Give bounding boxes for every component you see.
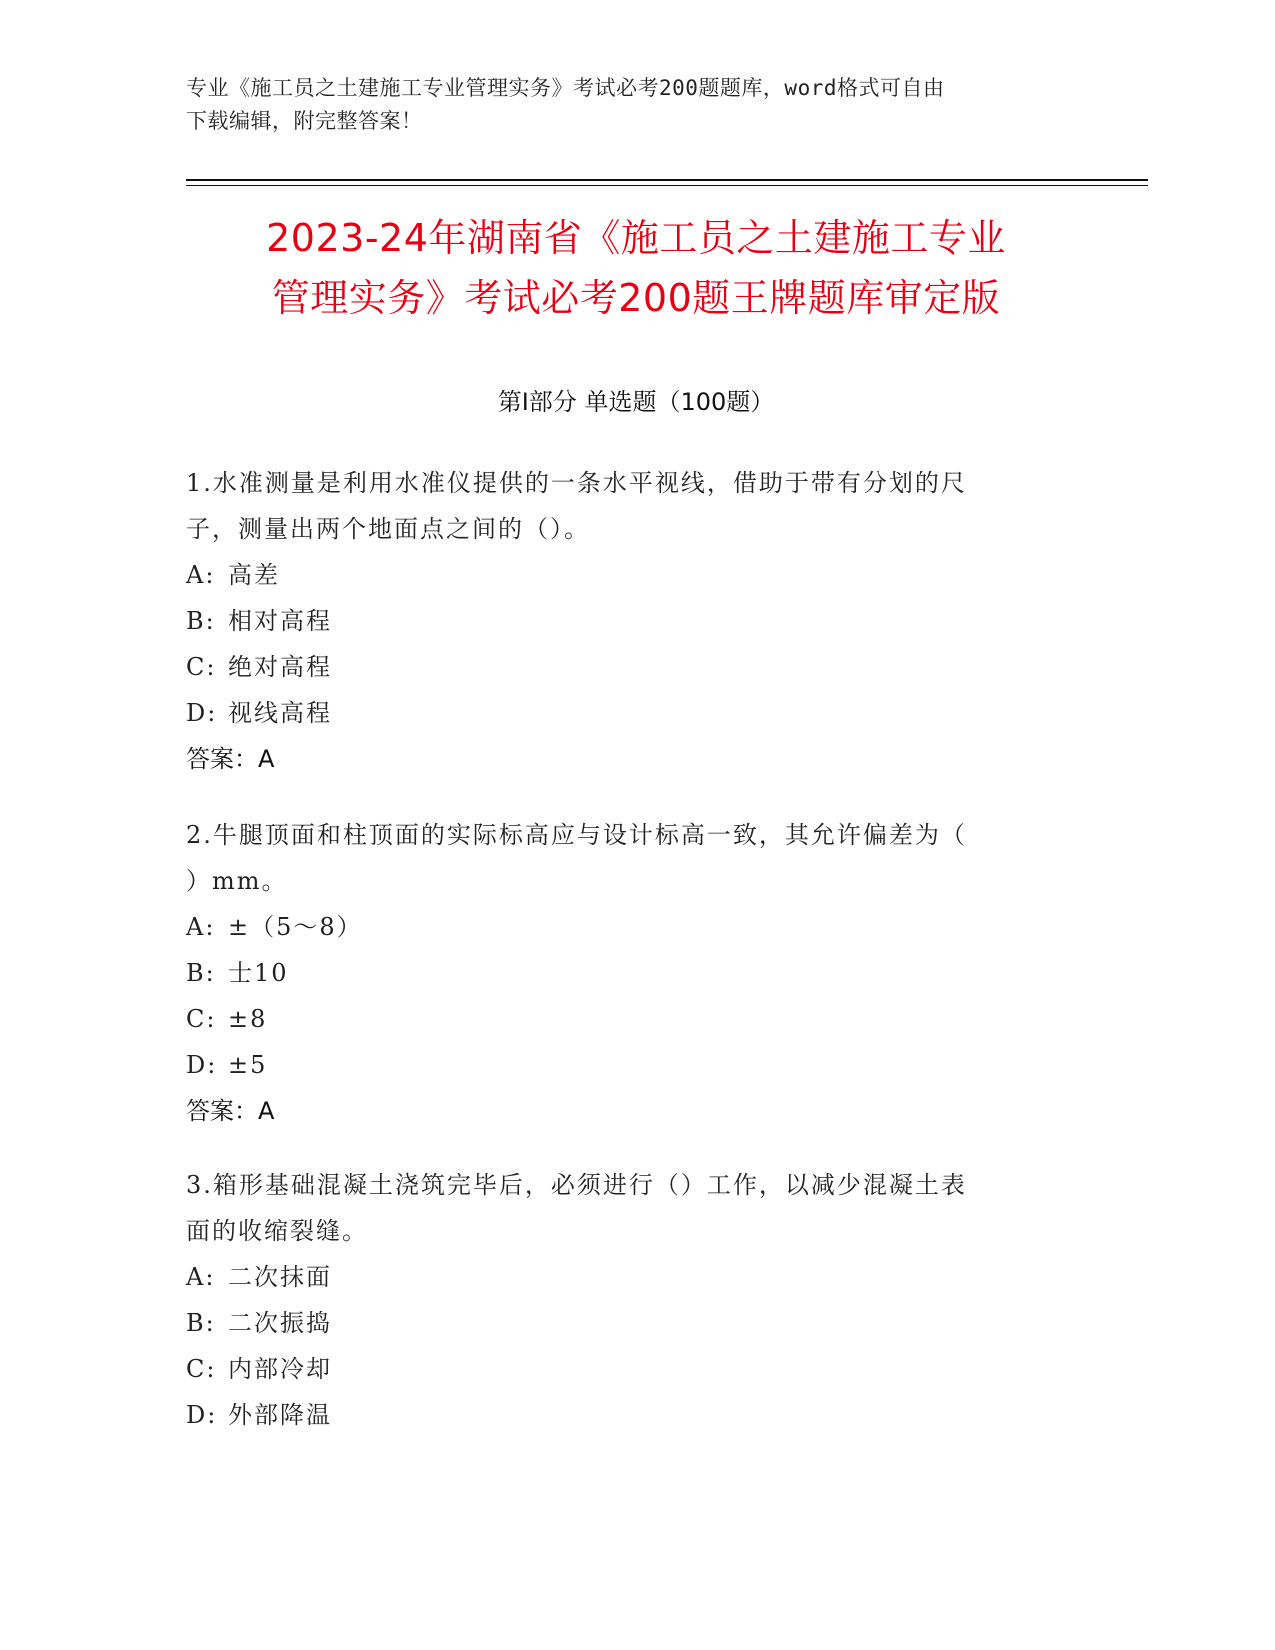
option-text: 外部降温: [228, 1401, 332, 1429]
option-b: [186, 598, 1066, 644]
option-c: [186, 644, 1066, 690]
option-text: ±8: [228, 1005, 268, 1033]
option-key: B:: [186, 607, 216, 635]
question-stem-line-2: 面的收缩裂缝。: [186, 1217, 368, 1245]
option-a: [186, 552, 1066, 598]
option-key: A:: [186, 1263, 216, 1291]
header-note-line-1: 专业《施工员之土建施工专业管理实务》考试必考200题题库，word格式可自由: [186, 76, 945, 100]
option-text: 高差: [228, 561, 280, 589]
option-a: [186, 1254, 1066, 1300]
option-text: 绝对高程: [228, 653, 332, 681]
option-a: [186, 904, 1066, 950]
option-text: 二次振捣: [228, 1309, 332, 1337]
document-title-line-1: 2023-24年湖南省《施工员之土建施工专业: [266, 216, 1006, 260]
option-d: [186, 1042, 1066, 1088]
answer-line: 答案：A: [186, 745, 275, 773]
option-key: A:: [186, 913, 216, 941]
option-key: B:: [186, 959, 216, 987]
option-c: [186, 1346, 1066, 1392]
question-stem-line-1: 3.箱形基础混凝土浇筑完毕后，必须进行（）工作，以减少混凝土表: [186, 1171, 967, 1199]
question-stem-line-2: 子，测量出两个地面点之间的（）。: [186, 515, 590, 543]
option-text: ±5: [228, 1051, 268, 1079]
section-heading: 第Ⅰ部分 单选题（100题）: [497, 388, 775, 416]
header-note-line-2: 下载编辑，附完整答案！: [186, 109, 423, 133]
option-key: C:: [186, 1355, 217, 1383]
question-2: [186, 812, 1066, 1134]
option-key: B:: [186, 1309, 216, 1337]
document-title-line-2: 管理实务》考试必考200题王牌题库审定版: [271, 276, 1001, 320]
option-text: 士10: [228, 959, 289, 987]
answer-line: 答案：A: [186, 1097, 275, 1125]
option-key: C:: [186, 1005, 217, 1033]
question-1: [186, 460, 1066, 782]
header-rule-thick: [186, 179, 1148, 181]
option-text: 视线高程: [228, 699, 332, 727]
header-note: [186, 72, 1086, 138]
option-key: A:: [186, 561, 216, 589]
header-rule-thin: [186, 185, 1148, 186]
option-key: D:: [186, 1401, 218, 1429]
question-stem-line-1: 1.水准测量是利用水准仪提供的一条水平视线，借助于带有分划的尺: [186, 469, 967, 497]
question-3: [186, 1162, 1066, 1438]
question-stem-line-1: 2.牛腿顶面和柱顶面的实际标高应与设计标高一致，其允许偏差为（: [186, 821, 967, 849]
option-b: [186, 950, 1066, 996]
question-stem-line-2: ）mm。: [186, 867, 288, 895]
document-title: [186, 208, 1086, 328]
option-c: [186, 996, 1066, 1042]
option-key: D:: [186, 699, 218, 727]
option-d: [186, 690, 1066, 736]
option-text: 相对高程: [228, 607, 332, 635]
option-key: C:: [186, 653, 217, 681]
option-key: D:: [186, 1051, 218, 1079]
option-d: [186, 1392, 1066, 1438]
option-b: [186, 1300, 1066, 1346]
option-text: 内部冷却: [228, 1355, 332, 1383]
option-text: ±（5～8）: [228, 913, 363, 941]
option-text: 二次抹面: [228, 1263, 332, 1291]
